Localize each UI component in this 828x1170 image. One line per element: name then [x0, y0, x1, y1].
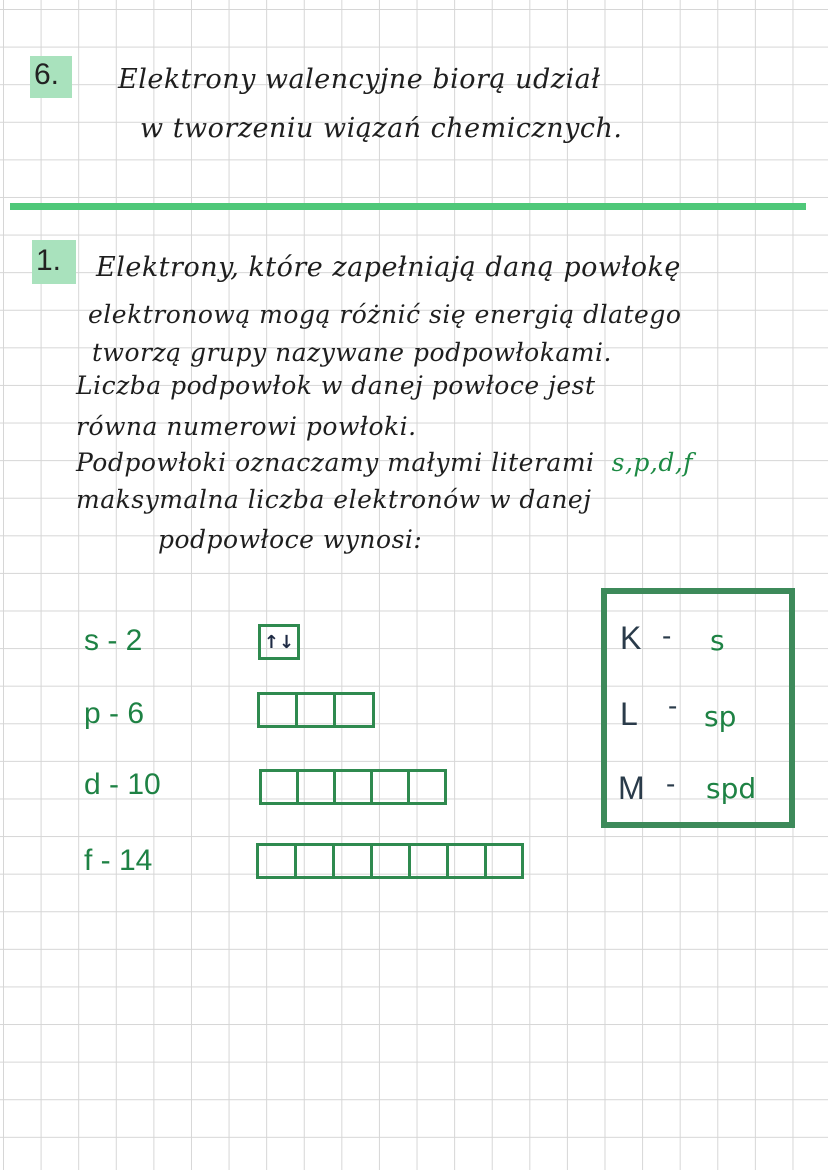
orbital-cell	[297, 846, 335, 876]
section-6-number: 6.	[34, 58, 60, 91]
orbital-cell	[487, 846, 521, 876]
orbital-cell	[410, 772, 444, 802]
orbital-cell	[449, 846, 487, 876]
text-line-7: maksymalna liczba elektronów w danej	[76, 485, 592, 514]
shell-m-dash: -	[666, 768, 676, 799]
shell-l: L	[620, 696, 638, 732]
orbital-boxes-f	[256, 843, 524, 879]
section-6-line-1: Elektrony walencyjne biorą udział	[118, 64, 601, 95]
shell-l-dash: -	[668, 690, 678, 721]
orbital-cell	[259, 846, 297, 876]
orbital-cell	[336, 772, 373, 802]
shell-l-subshells: sp	[704, 700, 737, 733]
orbital-cell	[335, 846, 373, 876]
orbital-cell: ↑↓	[263, 631, 295, 653]
shell-k-dash: -	[662, 620, 672, 651]
section-divider	[10, 203, 806, 210]
shell-m-subshells: spd	[706, 772, 757, 805]
subshell-label-f: f - 14	[84, 844, 153, 877]
text-line-5: równa numerowi powłoki.	[76, 412, 417, 441]
text-line-2: elektronową mogą różnić się energią dlatego	[88, 300, 682, 329]
text-line-3: tworzą grupy nazywane podpowłokami.	[92, 338, 612, 367]
orbital-cell	[260, 695, 298, 725]
text-line-1: Elektrony, które zapełniają daną powłokę	[96, 252, 681, 283]
text-line-8: podpowłoce wynosi:	[158, 525, 423, 554]
text-line-6	[76, 448, 693, 477]
subshell-label-p: p - 6	[84, 697, 145, 730]
section-6-line-2: w tworzeniu wiązań chemicznych.	[140, 113, 623, 144]
orbital-boxes-d	[259, 769, 447, 805]
orbital-cell	[373, 846, 411, 876]
subshell-letters: s,p,d,f	[611, 448, 694, 477]
orbital-cell	[373, 772, 410, 802]
orbital-cell	[299, 772, 336, 802]
orbital-boxes-p	[257, 692, 375, 728]
shell-m: M	[618, 770, 645, 806]
shell-k: K	[620, 620, 642, 656]
subshell-label-d: d - 10	[84, 768, 161, 801]
orbital-boxes-s	[258, 624, 300, 660]
orbital-cell	[336, 695, 372, 725]
orbital-cell	[411, 846, 449, 876]
orbital-cell	[262, 772, 299, 802]
section-1-number: 1.	[36, 244, 62, 277]
subshell-label-s: s - 2	[84, 624, 143, 657]
text-line-6-body: Podpowłoki oznaczamy małymi literami	[76, 448, 595, 477]
orbital-cell	[298, 695, 336, 725]
text-line-4: Liczba podpowłok w danej powłoce jest	[76, 371, 596, 400]
shell-k-subshells: s	[710, 624, 725, 657]
